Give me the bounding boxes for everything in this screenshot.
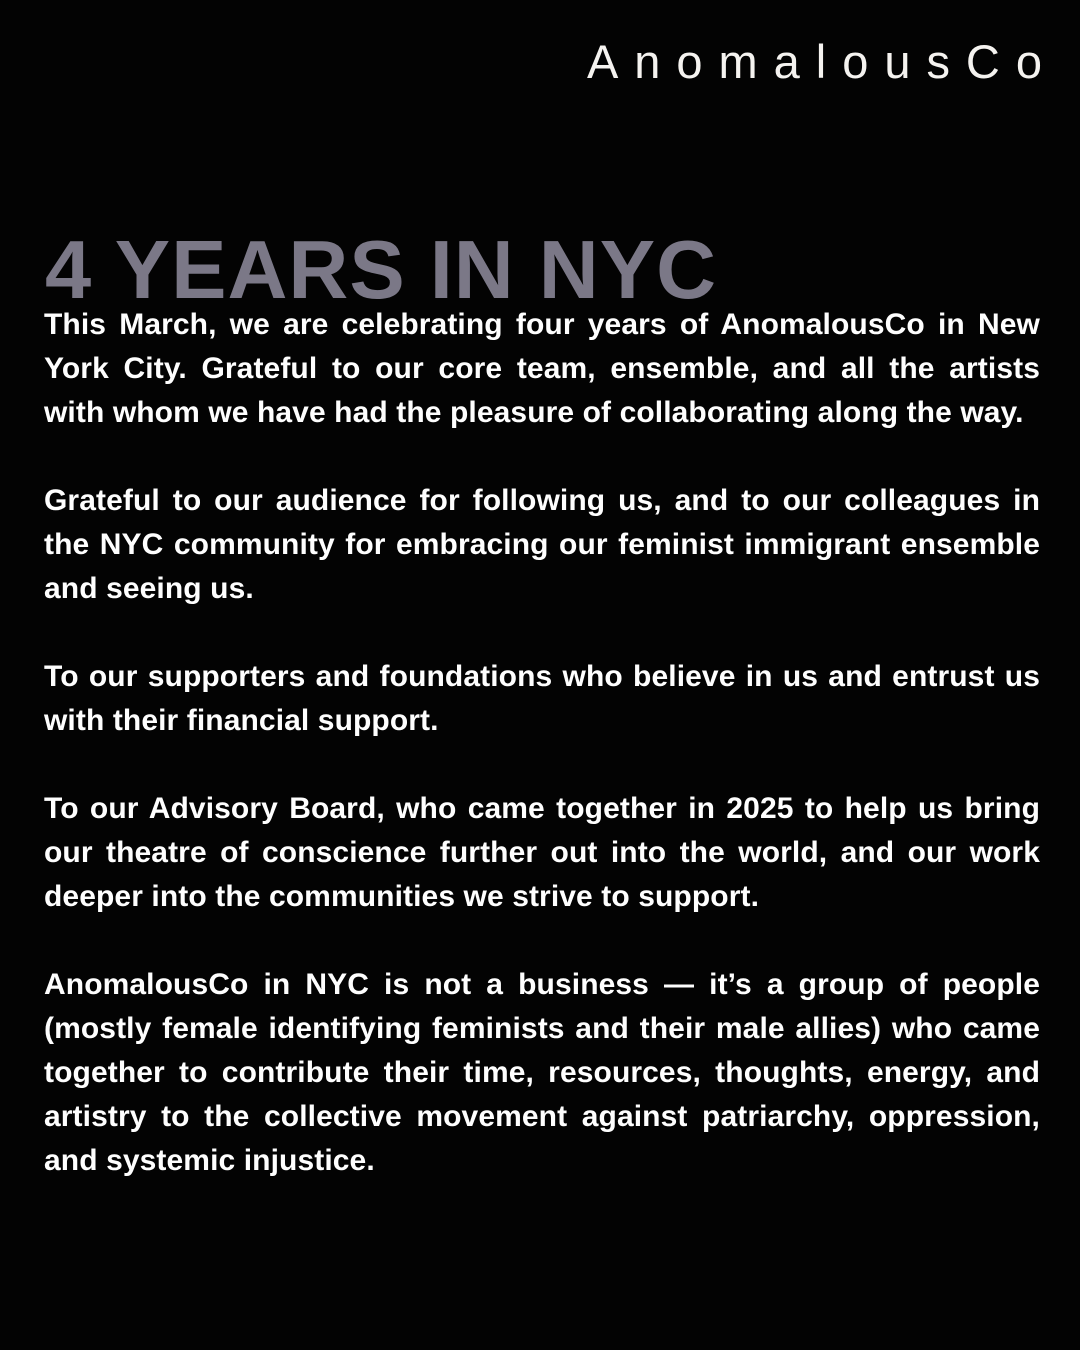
body-paragraph: This March, we are celebrating four years of AnomalousCo in New York City. Grateful to our core team, ensemble, and all the artists with whom we have had the pleasure of collaborating along the way. [44, 308, 1040, 429]
body-paragraph: To our supporters and foundations who believe in us and entrust us with their financial support. [44, 660, 1040, 737]
body-paragraph: AnomalousCo in NYC is not a business — it’s a group of people (mostly female identifying feminists and their male allies) who came together to contribute their time, resources, thoughts, energy, and artistry to the collective movement against patriarchy, oppression, and systemic injustice. [44, 968, 1040, 1177]
body-paragraph: To our Advisory Board, who came together in 2025 to help us bring our theatre of conscience further out into the world, and our work deeper into the communities we strive to support. [44, 792, 1040, 913]
brand-logo: AnomalousCo [586, 35, 1058, 88]
body-paragraph: Grateful to our audience for following us, and to our colleagues in the NYC community for embracing our feminist immigrant ensemble and seeing us. [44, 484, 1040, 605]
page-title: 4 YEARS IN NYC [45, 222, 718, 316]
body-paragraphs [44, 303, 1040, 1227]
